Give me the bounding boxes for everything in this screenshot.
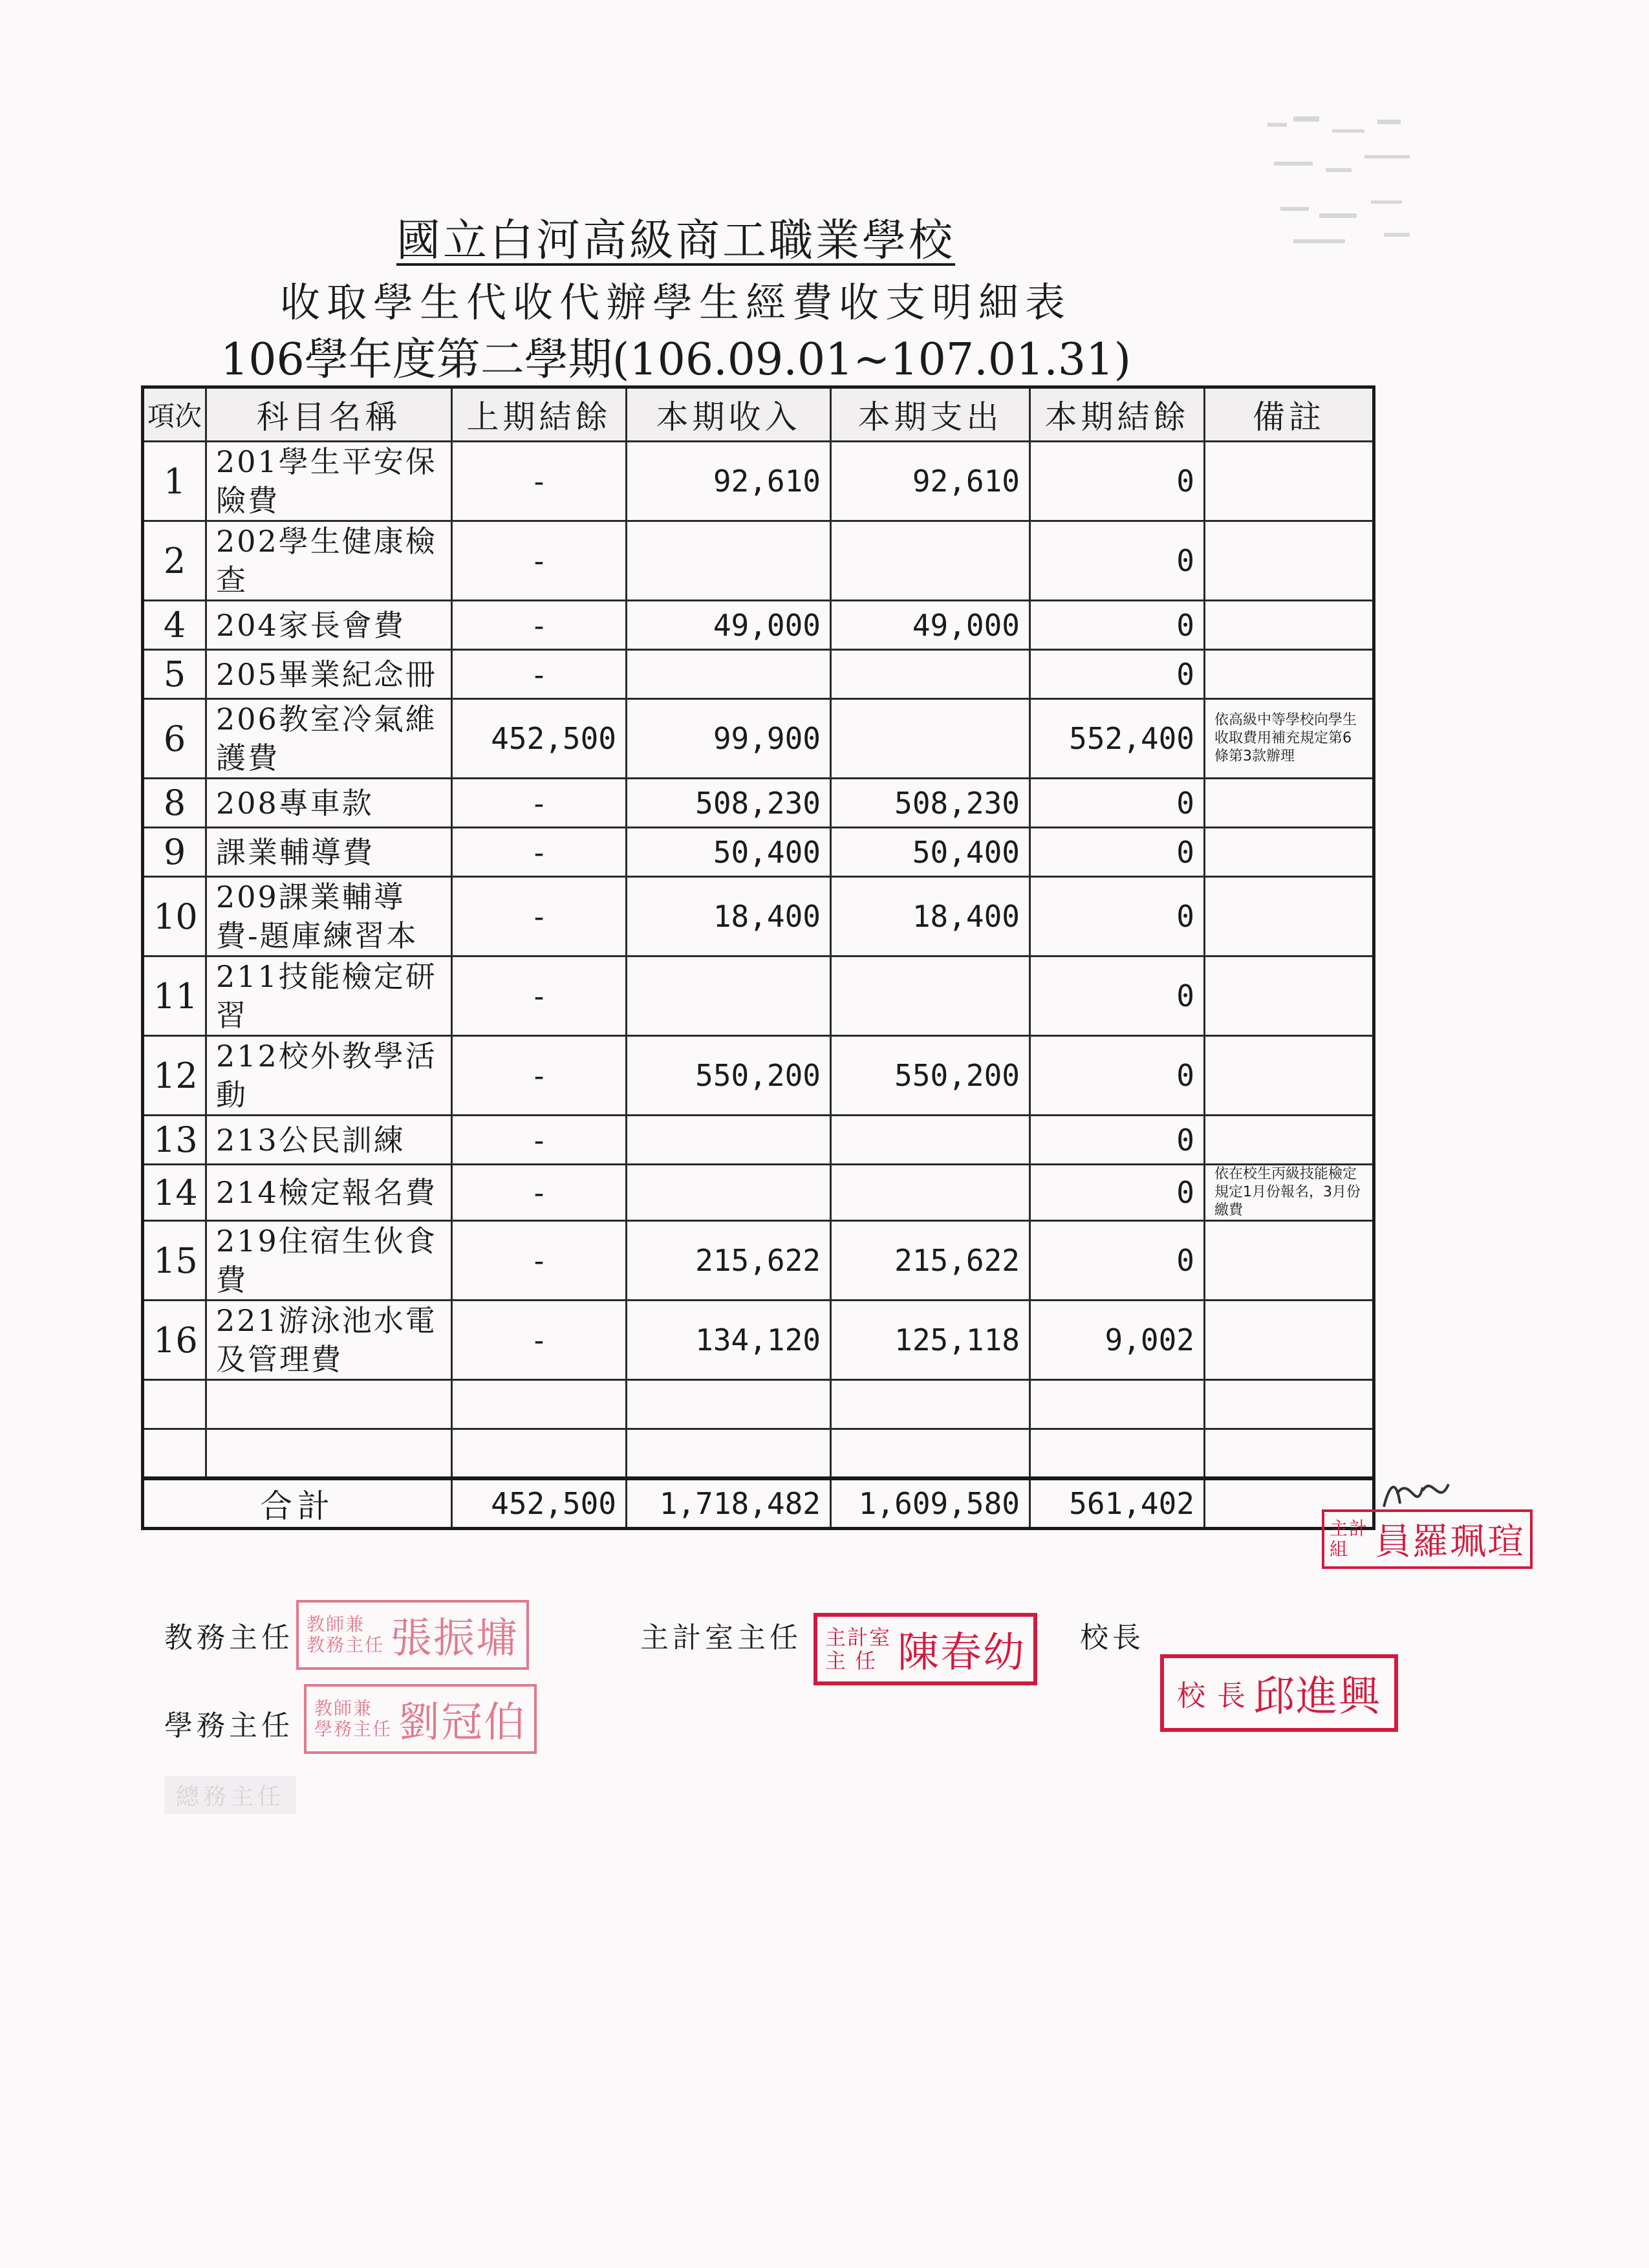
row-prev: - <box>452 1221 627 1301</box>
row-expense: 50,400 <box>831 828 1030 877</box>
row-prev: - <box>452 601 627 650</box>
row-income: 18,400 <box>627 877 831 956</box>
row-no: 6 <box>143 699 206 779</box>
row-prev: - <box>452 442 627 521</box>
col-header-no: 項次 <box>143 387 206 442</box>
general-affairs-label: 總務主任 <box>164 1776 296 1814</box>
report-subtitle: 收取學生代收代辦學生經費收支明細表 <box>279 279 1072 326</box>
row-note <box>1205 1301 1374 1380</box>
row-note <box>1205 1221 1374 1301</box>
row-expense <box>831 1116 1030 1165</box>
row-name: 206教室冷氣維護費 <box>206 699 452 779</box>
row-no: 15 <box>143 1221 206 1301</box>
row-name: 課業輔導費 <box>206 828 452 877</box>
school-title: 國立白河高級商工職業學校 <box>396 215 955 266</box>
academic-director-label: 教務主任 <box>164 1621 294 1654</box>
row-balance: 0 <box>1030 779 1205 828</box>
row-prev: - <box>452 1036 627 1116</box>
row-income: 49,000 <box>627 601 831 650</box>
row-expense: 215,622 <box>831 1221 1030 1301</box>
row-balance: 9,002 <box>1030 1301 1205 1380</box>
row-no: 9 <box>143 828 206 877</box>
row-name: 219住宿生伙食費 <box>206 1221 452 1301</box>
row-balance: 0 <box>1030 442 1205 521</box>
row-income: 508,230 <box>627 779 831 828</box>
row-name: 212校外教學活動 <box>206 1036 452 1116</box>
row-note <box>1205 828 1374 877</box>
row-name: 211技能檢定研習 <box>206 956 452 1036</box>
row-note <box>1205 601 1374 650</box>
row-note: 依高級中等學校向學生收取費用補充規定第6條第3款辦理 <box>1205 699 1374 779</box>
principal-name: 邱進興 <box>1253 1673 1381 1721</box>
row-note <box>1205 521 1374 601</box>
row-expense: 49,000 <box>831 601 1030 650</box>
row-balance: 0 <box>1030 650 1205 699</box>
accounting-clerk-seal: 主計 組 員羅珮瑄 <box>1322 1509 1533 1569</box>
total-income: 1,718,482 <box>627 1478 831 1529</box>
row-prev: - <box>452 828 627 877</box>
row-income <box>627 650 831 699</box>
row-balance: 0 <box>1030 1165 1205 1221</box>
row-name: 221游泳池水電及管理費 <box>206 1301 452 1380</box>
row-prev: - <box>452 779 627 828</box>
table-header-row <box>143 387 1374 442</box>
total-expense: 1,609,580 <box>831 1478 1030 1529</box>
accounting-director-label: 主計室主任 <box>640 1621 802 1654</box>
principal-seal: 校 長 邱進興 <box>1160 1654 1398 1732</box>
total-balance: 561,402 <box>1030 1478 1205 1529</box>
row-name: 208專車款 <box>206 779 452 828</box>
col-header-income: 本期收入 <box>627 387 831 442</box>
row-name: 205畢業紀念冊 <box>206 650 452 699</box>
row-income: 550,200 <box>627 1036 831 1116</box>
row-income: 215,622 <box>627 1221 831 1301</box>
row-expense: 18,400 <box>831 877 1030 956</box>
row-prev: 452,500 <box>452 699 627 779</box>
principal-label: 校長 <box>1080 1621 1145 1654</box>
row-prev: - <box>452 521 627 601</box>
handwritten-initials <box>1377 1468 1455 1520</box>
row-name: 202學生健康檢查 <box>206 521 452 601</box>
col-header-prev: 上期結餘 <box>452 387 627 442</box>
table-row <box>143 779 1374 828</box>
row-income: 50,400 <box>627 828 831 877</box>
row-name: 213公民訓練 <box>206 1116 452 1165</box>
row-balance: 0 <box>1030 1116 1205 1165</box>
row-note <box>1205 779 1374 828</box>
row-note <box>1205 1036 1374 1116</box>
academic-director-seal: 教師兼 教務主任 張振墉 <box>296 1600 529 1670</box>
student-affairs-name: 劉冠伯 <box>398 1699 527 1747</box>
row-no: 13 <box>143 1116 206 1165</box>
table-row <box>143 956 1374 1036</box>
row-income: 134,120 <box>627 1301 831 1380</box>
row-income <box>627 1116 831 1165</box>
row-no: 11 <box>143 956 206 1036</box>
total-prev: 452,500 <box>452 1478 627 1529</box>
row-no: 1 <box>143 442 206 521</box>
table-row <box>143 442 1374 521</box>
table-row <box>143 521 1374 601</box>
row-expense <box>831 1165 1030 1221</box>
row-no: 12 <box>143 1036 206 1116</box>
row-no: 5 <box>143 650 206 699</box>
blank-row <box>143 1429 1374 1478</box>
col-header-name: 科目名稱 <box>206 387 452 442</box>
row-expense: 550,200 <box>831 1036 1030 1116</box>
row-note <box>1205 650 1374 699</box>
ledger-body <box>143 442 1374 1380</box>
row-balance: 0 <box>1030 1221 1205 1301</box>
row-balance: 0 <box>1030 828 1205 877</box>
row-note <box>1205 956 1374 1036</box>
row-note: 依在校生丙級技能檢定規定1月份報名，3月份繳費 <box>1205 1165 1374 1221</box>
table-row <box>143 1301 1374 1380</box>
row-no: 8 <box>143 779 206 828</box>
table-row <box>143 1036 1374 1116</box>
table-row <box>143 828 1374 877</box>
row-no: 16 <box>143 1301 206 1380</box>
row-name: 209課業輔導費-題庫練習本 <box>206 877 452 956</box>
row-no: 14 <box>143 1165 206 1221</box>
row-income: 99,900 <box>627 699 831 779</box>
row-expense <box>831 699 1030 779</box>
row-expense: 125,118 <box>831 1301 1030 1380</box>
academic-director-name: 張振墉 <box>391 1615 519 1663</box>
col-header-note: 備註 <box>1205 387 1374 442</box>
table-row <box>143 601 1374 650</box>
blank-row <box>143 1380 1374 1429</box>
row-income <box>627 521 831 601</box>
row-note <box>1205 1116 1374 1165</box>
row-name: 201學生平安保險費 <box>206 442 452 521</box>
row-prev: - <box>452 1301 627 1380</box>
row-expense <box>831 521 1030 601</box>
row-prev: - <box>452 956 627 1036</box>
row-balance: 0 <box>1030 956 1205 1036</box>
accounting-clerk-name: 員羅珮瑄 <box>1375 1521 1525 1563</box>
row-prev: - <box>452 650 627 699</box>
table-row <box>143 877 1374 956</box>
row-prev: - <box>452 877 627 956</box>
row-balance: 0 <box>1030 1036 1205 1116</box>
accounting-director-seal: 主計室 主 任 陳春幼 <box>814 1613 1037 1685</box>
row-balance: 0 <box>1030 521 1205 601</box>
table-row <box>143 1221 1374 1301</box>
row-expense <box>831 956 1030 1036</box>
row-expense: 92,610 <box>831 442 1030 521</box>
col-header-expense: 本期支出 <box>831 387 1030 442</box>
row-note <box>1205 442 1374 521</box>
table-row <box>143 1116 1374 1165</box>
row-income: 92,610 <box>627 442 831 521</box>
table-row <box>143 1165 1374 1221</box>
row-expense: 508,230 <box>831 779 1030 828</box>
row-no: 4 <box>143 601 206 650</box>
table-row <box>143 650 1374 699</box>
row-no: 2 <box>143 521 206 601</box>
row-expense <box>831 650 1030 699</box>
col-header-balance: 本期結餘 <box>1030 387 1205 442</box>
row-income <box>627 1165 831 1221</box>
row-balance: 552,400 <box>1030 699 1205 779</box>
student-affairs-seal: 教師兼 學務主任 劉冠伯 <box>304 1684 537 1754</box>
row-prev: - <box>452 1116 627 1165</box>
report-period: 106學年度第二學期(106.09.01~107.01.31) <box>221 334 1131 385</box>
row-balance: 0 <box>1030 877 1205 956</box>
row-balance: 0 <box>1030 601 1205 650</box>
total-row <box>143 1478 1374 1529</box>
ledger-table <box>141 385 1375 1530</box>
row-no: 10 <box>143 877 206 956</box>
student-affairs-label: 學務主任 <box>164 1709 294 1742</box>
accounting-director-name: 陳春幼 <box>898 1629 1026 1677</box>
row-name: 214檢定報名費 <box>206 1165 452 1221</box>
row-prev: - <box>452 1165 627 1221</box>
row-note <box>1205 877 1374 956</box>
row-name: 204家長會費 <box>206 601 452 650</box>
table-row <box>143 699 1374 779</box>
total-label: 合計 <box>143 1478 452 1529</box>
row-income <box>627 956 831 1036</box>
